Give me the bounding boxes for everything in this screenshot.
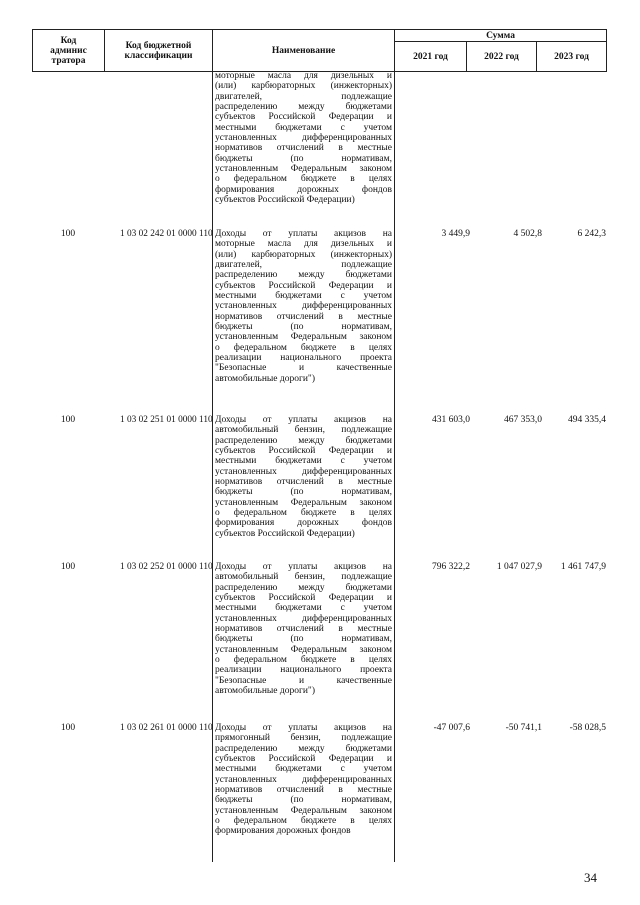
name-line: установленным Федеральным законом [215,332,392,343]
row-admin-code: 100 [60,723,76,733]
name-line: автомобильные дороги") [215,686,315,697]
name-line: "Безопасные и качественные [215,675,392,686]
name-line: установленных дифференцированных [215,613,392,624]
row-value-2021: 796 322,2 [432,562,470,572]
row-admin-code: 100 [60,415,76,425]
name-line: местными бюджетами с учетом [215,291,392,302]
header-kbk-line2: классификации [124,50,193,61]
page-number: 34 [584,870,597,885]
row-value-2021: 431 603,0 [432,415,470,425]
name-line: установленных дифференцированных [215,133,392,144]
name-column-left-border [212,71,213,862]
name-line: формирования дорожных фондов [215,518,392,529]
row-value-2022: 4 502,8 [513,229,542,239]
name-line: бюджеты (по нормативам, [215,487,392,498]
name-line: субъектов Российской Федерации и [215,280,392,291]
name-line: бюджеты (по нормативам, [215,322,392,333]
name-line: о федеральном бюджете в целях [215,816,392,827]
name-column-right-border [394,71,395,862]
name-line: автомобильный бензин, подлежащие [215,572,392,583]
name-line: установленных дифференцированных [215,301,392,312]
header-admin-code-line2: админис [50,45,87,56]
name-line: местными бюджетами с учетом [215,456,392,467]
row-name [215,71,392,205]
row-value-2022: 1 047 027,9 [496,562,542,572]
row-admin-code: 100 [60,229,76,239]
row-admin-code: 100 [60,562,76,572]
table-header [32,29,607,72]
name-line: местными бюджетами с учетом [215,603,392,614]
row-name [215,723,392,837]
name-line: субъектов Российской Федерации и [215,593,392,604]
name-line: о федеральном бюджете в целях [215,508,392,519]
name-line: формирования дорожных фондов [215,826,351,837]
header-kbk [105,30,213,72]
name-line: распределению между бюджетами [215,102,392,113]
name-line: установленным Федеральным законом [215,164,392,175]
row-value-2022: 467 353,0 [504,415,542,425]
name-line: (или) карбюраторных (инжекторных) [215,81,392,92]
name-line: субъектов Российской Федерации) [215,195,355,206]
name-line: нормативов отчислений в местные [215,143,392,154]
name-line: местными бюджетами с учетом [215,764,392,775]
row-name [215,562,392,696]
row-value-2023: 6 242,3 [577,229,606,239]
name-line: бюджеты (по нормативам, [215,153,392,164]
row-value-2021: 3 449,9 [441,229,470,239]
row-kbk-code: 1 03 02 242 01 0000 110 [120,229,213,239]
row-name [215,229,392,384]
name-line: бюджеты (по нормативам, [215,795,392,806]
row-value-2023: -58 028,5 [569,723,606,733]
name-line: субъектов Российской Федерации и [215,446,392,457]
name-line: установленным Федеральным законом [215,805,392,816]
name-line: нормативов отчислений в местные [215,785,392,796]
name-line: местными бюджетами с учетом [215,122,392,133]
header-year-2022: 2022 год [467,42,537,72]
row-kbk-code: 1 03 02 261 01 0000 110 [120,723,213,733]
name-line: Доходы от уплаты акцизов на [215,229,392,239]
header-admin-code-line1: Код [60,35,77,46]
row-value-2021: -47 007,6 [433,723,470,733]
name-line: бюджеты (по нормативам, [215,634,392,645]
name-line: нормативов отчислений в местные [215,311,392,322]
name-line: о федеральном бюджете в целях [215,655,392,666]
name-line: реализации национального проекта [215,665,392,676]
name-line: автомобильный бензин, подлежащие [215,425,392,436]
name-line: установленным Федеральным законом [215,497,392,508]
name-line: субъектов Российской Федерации и [215,754,392,765]
row-value-2023: 494 335,4 [568,415,606,425]
header-year-2023: 2023 год [537,42,607,72]
name-line: субъектов Российской Федерации и [215,112,392,123]
header-year-2021: 2021 год [395,42,467,72]
row-name [215,415,392,539]
name-line: установленных дифференцированных [215,466,392,477]
name-line: двигателей, подлежащие [215,260,392,271]
name-line: распределению между бюджетами [215,270,392,281]
name-line: распределению между бюджетами [215,582,392,593]
name-line: (или) карбюраторных (инжекторных) [215,249,392,260]
name-line: распределению между бюджетами [215,743,392,754]
name-line: моторные масла для дизельных и [215,239,392,250]
name-line: реализации национального проекта [215,353,392,364]
name-line: моторные масла для дизельных и [215,71,392,81]
name-line: прямогонный бензин, подлежащие [215,733,392,744]
name-line: о федеральном бюджете в целях [215,342,392,353]
row-value-2023: 1 461 747,9 [560,562,606,572]
name-line: формирования дорожных фондов [215,184,392,195]
header-kbk-line1: Код бюджетной [125,40,192,51]
name-line: Доходы от уплаты акцизов на [215,415,392,425]
header-admin-code-line3: тратора [51,55,86,66]
row-kbk-code: 1 03 02 251 01 0000 110 [120,415,213,425]
name-line: субъектов Российской Федерации) [215,528,355,539]
name-line: нормативов отчислений в местные [215,624,392,635]
name-line: двигателей, подлежащие [215,91,392,102]
name-line: установленных дифференцированных [215,774,392,785]
name-line: распределению между бюджетами [215,435,392,446]
name-line: "Безопасные и качественные [215,363,392,374]
row-value-2022: -50 741,1 [505,723,542,733]
row-kbk-code: 1 03 02 252 01 0000 110 [120,562,213,572]
name-line: о федеральном бюджете в целях [215,174,392,185]
name-line: установленным Федеральным законом [215,644,392,655]
name-line: Доходы от уплаты акцизов на [215,723,392,733]
name-line: автомобильные дороги") [215,373,315,384]
header-sum: Сумма [395,30,607,42]
name-line: Доходы от уплаты акцизов на [215,562,392,572]
header-name: Наименование [213,30,395,72]
header-admin-code [33,30,105,72]
name-line: нормативов отчислений в местные [215,477,392,488]
